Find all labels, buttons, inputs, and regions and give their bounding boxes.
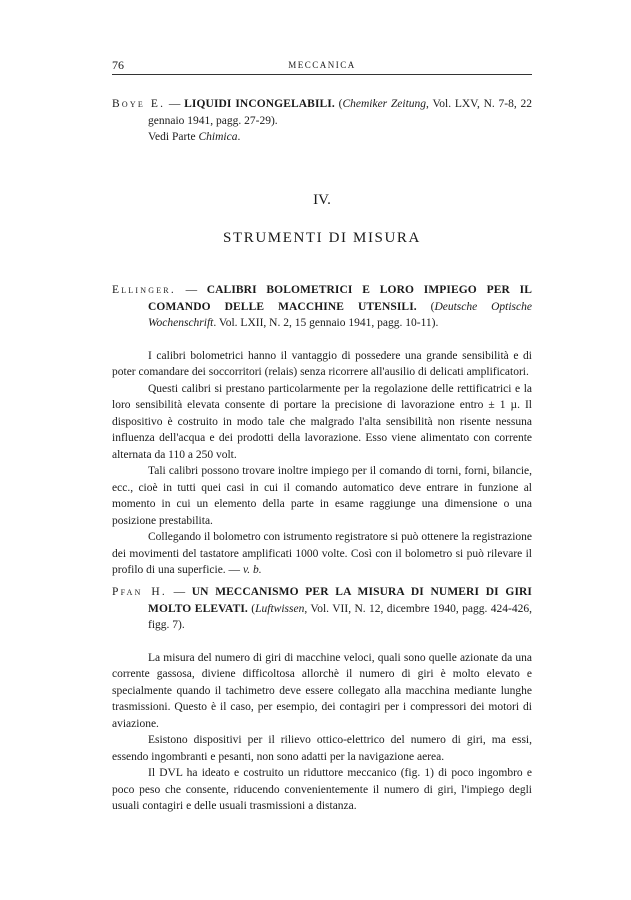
paragraph: Il DVL ha ideato e costruito un riduttore meccanico (fig. 1) di poco ingombro e poco peso che consente, riducendo convenientemente il numero di giri, l'impiego degli usuali contagiri e delle usuali trasmissioni a distanza. bbox=[112, 767, 532, 812]
journal-name: Chemiker Zeitung bbox=[342, 98, 427, 110]
journal-name: Luftwissen bbox=[255, 602, 305, 615]
see-reference: Chimica bbox=[198, 131, 238, 143]
page-number: 76 bbox=[112, 58, 124, 72]
running-title: MECCANICA bbox=[288, 60, 356, 70]
paragraph-text: Collegando il bolometro con istrumento registratore si può ottenere la registrazione dei movimenti del tastatore amplificati 1000 volte. Così con il bolometro si può rilevare il profilo di una superficie. — bbox=[112, 531, 532, 576]
page-header bbox=[112, 58, 532, 75]
dash: — bbox=[175, 284, 207, 296]
see-also bbox=[112, 129, 532, 146]
journal-name: Deutsche Optische Wochenschrift bbox=[148, 300, 532, 329]
dash: — bbox=[166, 586, 192, 598]
section-number: IV. bbox=[313, 192, 331, 208]
citation-details: , Vol. VII, N. 12, dicembre 1940, pagg. 424-426, figg. 7). bbox=[148, 602, 532, 631]
see-prefix: Vedi Parte bbox=[148, 131, 199, 143]
section-title: STRUMENTI DI MISURA bbox=[223, 230, 421, 246]
paren: ( bbox=[247, 602, 256, 615]
entry-citation bbox=[112, 282, 532, 332]
paragraph: Questi calibri si prestano particolarmente per la regolazione delle rettificatrici e la loro sensibilità elevata consente di portare la precisione di lavorazione entro ± 1 µ. Il dispositivo è costruito in modo tale che malgrado l'alta sensibilità non risente nessuna influenza dell'acqua e dei prodotti della lavorazione. Esso viene alimentato con corrente alternata da 110 a 250 volt. bbox=[112, 382, 532, 461]
see-suffix: . bbox=[237, 131, 241, 143]
entry-ellinger bbox=[112, 282, 532, 579]
article-title: CALIBRI BOLOMETRICI E LORO IMPIEGO PER IL COMANDO DELLE MACCHINE UTENSILI. bbox=[148, 284, 533, 313]
author: Ellinger. bbox=[112, 284, 176, 296]
citation-details: , Vol. LXV, N. 7-8, 22 gennaio 1941, pagg. 27-29). bbox=[148, 98, 532, 127]
dash: — bbox=[165, 98, 185, 110]
entry-citation bbox=[112, 96, 532, 129]
paren: ( bbox=[416, 300, 435, 313]
article-title: UN MECCANISMO PER LA MISURA DI NUMERI DI GIRI MOLTO ELEVATI. bbox=[148, 586, 533, 615]
entry-citation bbox=[112, 584, 532, 634]
paren: ( bbox=[334, 98, 343, 110]
signature: v. b. bbox=[242, 564, 262, 576]
author: Pfan H. bbox=[112, 586, 167, 598]
paragraph-last bbox=[112, 529, 532, 579]
entry-pfan bbox=[112, 584, 532, 815]
paragraph: La misura del numero di giri di macchine veloci, quali sono quelle azionate da una corrente gassosa, diviene difficoltosa allorchè il numero di giri è molto elevato e specialmente quando il tachimetro deve essere collegato alla macchina mediante lunghe trasmissioni. Questo è il caso, per esempio, dei contagiri per i compressori dei motori di aviazione. bbox=[112, 651, 532, 730]
entry-boye bbox=[112, 96, 532, 146]
paragraph: Tali calibri possono trovare inoltre impiego per il comando di torni, forni, bilancie, ecc., cioè in tutti quei casi in cui il comando automatico deve entrare in funzione al momento in cui un elemento della parte in esame raggiunge una dimensione o una posizione prestabilita. bbox=[112, 465, 532, 527]
author: Boye E. bbox=[112, 98, 166, 110]
paragraph: I calibri bolometrici hanno il vantaggio di possedere una grande sensibilità e di poter comandare dei soccorritori (relais) senza ricorrere all'ausilio di delicati amplificatori. bbox=[112, 349, 532, 378]
article-title: LIQUIDI INCONGELABILI. bbox=[184, 98, 335, 110]
citation-details: . Vol. LXII, N. 2, 15 gennaio 1941, pagg. 10-11). bbox=[213, 317, 439, 329]
paragraph: Esistono dispositivi per il rilievo ottico-elettrico del numero di giri, ma essi, essendo ingombranti e pesanti, non sono adatti per la navigazione aerea. bbox=[112, 734, 532, 763]
